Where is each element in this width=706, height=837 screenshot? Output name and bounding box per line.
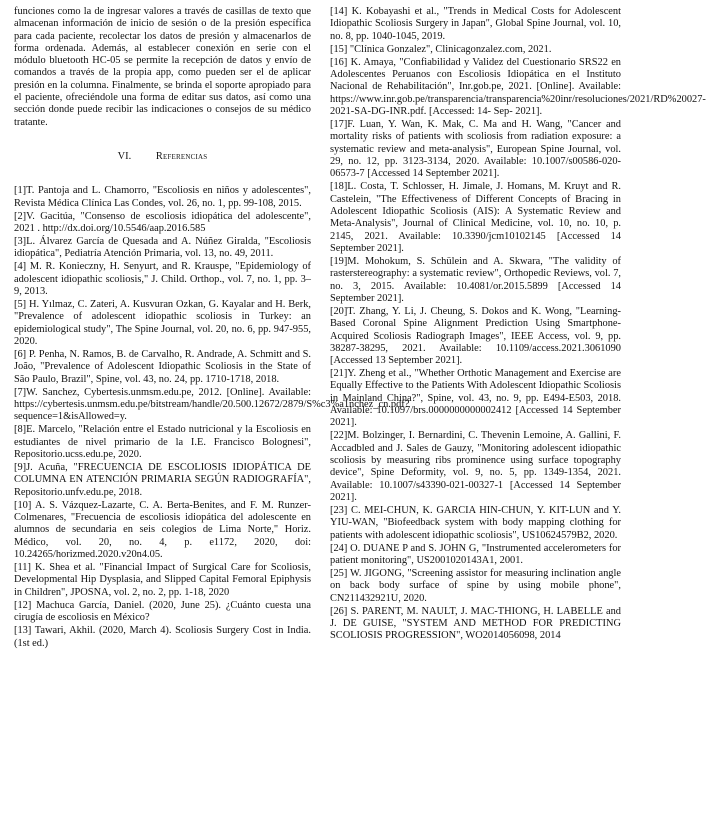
reference-item: [20]T. Zhang, Y. Li, J. Cheung, S. Dokos and K. Wong, "Learning-Based Coronal Spine Alignment Prediction Using Smartphone-Acquired Scoliosis Radiograph Images", IEEE Access, vol. 9, pp. 38287-38295, 2021. Available: 10.1109/access.2021.3061090 [Accessed 13 September 2021]. bbox=[330, 305, 621, 367]
reference-item: [9]J. Acuña, "FRECUENCIA DE ESCOLIOSIS IDIOPÁTICA DE COLUMNA EN ATENCIÓN PRIMARIA SEGÚN RADIOGRAFÍA", Repositorio.unfv.edu.pe, 2018. bbox=[14, 462, 311, 498]
reference-item: [18]L. Costa, T. Schlosser, H. Jimale, J. Homans, M. Kruyt and R. Castelein, "The Effectiveness of Different Concepts of Bracing in Adolescent Idiopathic Scoliosis (AIS): A Systematic Review and Meta-Analysis", Journal of Clinical Medicine, vol. 10, no. 10, p. 2145, 2021. Available: 10.3390/jcm10102145 [Accessed 14 September 2021]. bbox=[330, 181, 621, 254]
reference-item: [13] Tawari, Akhil. (2020, March 4). Scoliosis Surgery Cost in India. (1st ed.) bbox=[14, 625, 311, 649]
reference-item: [1]T. Pantoja and L. Chamorro, "Escoliosis en niños y adolescentes", Revista Médica Clínica Las Condes, vol. 26, no. 1, pp. 99-108, 2015. bbox=[14, 185, 311, 209]
reference-item: [4] M. R. Konieczny, H. Senyurt, and R. Krauspe, "Epidemiology of adolescent idiopathic scoliosis," J. Child. Orthop., vol. 7, no. 1, pp. 3–9, 2013. bbox=[14, 261, 311, 298]
left-column bbox=[14, 6, 410, 651]
reference-item: [19]M. Mohokum, S. Schülein and A. Skwara, "The validity of rasterstereography: a systematic review", Orthopedic Reviews, vol. 7, no. 3, 2015. Available: 10.4081/or.2015.5899 [Accessed 14 September 2021]. bbox=[330, 255, 621, 304]
reference-item: [22]M. Bolzinger, I. Bernardini, C. Thevenin Lemoine, A. Gallini, F. Accadbled and J. Sales de Gauzy, "Monitoring adolescent idiopathic scoliosis by measuring ribs prominence using surface topography device", Spine Deformity, vol. 9, no. 5, pp. 1349-1354, 2021. Available: 10.1007/s43390-021-00327-1 [Accessed 14 September 2021]. bbox=[330, 430, 621, 503]
reference-item: [16] K. Amaya, "Confiabilidad y Validez del Cuestionario SRS22 en Adolescentes Peruanos con Escoliosis Idiopática en el Instituto Nacional de Rehabilitación", Inr.gob.pe, 2021. [Online]. Available: https://www.inr.gob.pe/transparencia/transparencia%20inr/resoluciones/2021/RD%20027-2021-SA-DG-INR.pdf. [Accessed: 14- Sep- 2021]. bbox=[330, 56, 706, 117]
reference-item: [6] P. Penha, N. Ramos, B. de Carvalho, R. Andrade, A. Schmitt and S. João, "Prevalence of Adolescent Idiopathic Scoliosis in the State of São Paulo, Brazil", Spine, vol. 43, no. 24, pp. 1710-1718, 2018. bbox=[14, 349, 311, 385]
reference-item: [14] K. Kobayashi et al., "Trends in Medical Costs for Adolescent Idiopathic Scoliosis Surgery in Japan", Global Spine Journal, vol. 10, no. 8, pp. 1040-1045, 2019. bbox=[330, 6, 621, 42]
reference-item: [23] C. MEI-CHUN, K. GARCIA HIN-CHUN, Y. KIT-LUN and Y. YIU-WAN, "Biofeedback system with body mapping clothing for patients with adolescent idiopathic scoliosis", US10624579B2, 2020. bbox=[330, 505, 621, 541]
reference-item: [15] "Clínica Gonzalez", Clinicagonzalez.com, 2021. bbox=[330, 43, 552, 55]
reference-item: [21]Y. Zheng et al., "Whether Orthotic Management and Exercise are Equally Effective to the Patients With Adolescent Idiopathic Scoliosis in Mainland China?", Spine, vol. 43, no. 9, pp. E494-E503, 2018. Available: 10.1097/brs.0000000000002412 [Accessed 14 September 2021]. bbox=[330, 368, 621, 429]
reference-list-right bbox=[330, 6, 706, 643]
reference-item: [5] H. Yılmaz, C. Zateri, A. Kusvuran Ozkan, G. Kayalar and H. Berk, "Prevalence of adolescent idiopathic scoliosis in Turkey: an epidemiological study", The Spine Journal, vol. 20, no. 6, pp. 947-955, 2020. bbox=[14, 299, 311, 348]
reference-item: [25] W. JIGONG, "Screening assistor for measuring inclination angle on back body surface of spine by using mobile phone", CN211432921U, 2020. bbox=[330, 568, 621, 604]
reference-item: [7]W. Sanchez, Cybertesis.unmsm.edu.pe, 2012. [Online]. Available: https://cybertesis.unmsm.edu.pe/bitstream/handle/20.500.12672/2879/S%c3%a1nchez_cn.pdf?sequence=1&isAllowed=y. bbox=[14, 386, 410, 423]
reference-item: [26] S. PARENT, M. NAULT, J. MAC-THIONG, H. LABELLE and J. DE GUISE, "SYSTEM AND METHOD FOR PREDICTING SCOLIOSIS PROGRESSION", WO2014056098, 2014 bbox=[330, 605, 621, 642]
reference-item: [10] A. S. Vázquez-Lazarte, C. A. Berta-Benites, and F. M. Runzer-Colmenares, "Frecuencia de escoliosis idiopática del adolescente en alumnos de secundaria en seis colegios de Lima Norte," Horiz. Médico, vol. 20, no. 4, p. e1172, 2020, doi: 10.24265/horizmed.2020.v20n4.05. bbox=[14, 499, 311, 561]
reference-item: [24] O. DUANE P and S. JOHN G, "Instrumented accelerometers for patient monitoring", US2001020143A1, 2001. bbox=[330, 542, 621, 567]
reference-item: [3]L. Álvarez García de Quesada and A. Núñez Giralda, "Escoliosis idiopática", Pediatría Atención Primaria, vol. 13, no. 49, 2011. bbox=[14, 236, 311, 260]
reference-item: [11] K. Shea et al. "Financial Impact of Surgical Care for Scoliosis, Developmental Hip Dysplasia, and Slipped Capital Femoral Epiphysis in Children", JPOSNA, vol. 2, no. 2, pp. 1-18, 2020 bbox=[14, 562, 311, 598]
section-number: VI. bbox=[117, 150, 132, 162]
body-paragraph: funciones como la de ingresar valores a través de casillas de texto que almacenan información de inicio de sesión o de la presión específica para cada paciente, recolectar los datos de presión y almacenarlos de forma ordenada. Además, al establecer conexión en serie con el módulo bluetooth HC-05 se permite la recepción de datos y envío de comandos a través de la propia app, como pueden ser el de aplicar presión en la columna. Finalmente, se brinda el soporte apropiado para el paciente, ofreciéndole una forma de editar sus datos, así como una sección donde puede recibir las indicaciones o consejos de su médico tratante. bbox=[14, 6, 311, 128]
reference-item: [12] Machuca García, Daniel. (2020, June 25). ¿Cuánto cuesta una cirugía de escoliosis en México? bbox=[14, 599, 311, 624]
reference-item: [8]E. Marcelo, "Relación entre el Estado nutricional y la Escoliosis en estudiantes de nivel primario de la I.E. Francisco Bolognesi", Repositorio.ucss.edu.pe, 2020. bbox=[14, 424, 311, 461]
reference-list-left bbox=[14, 185, 410, 650]
section-title: Referencias bbox=[155, 150, 208, 162]
section-heading bbox=[14, 151, 311, 163]
reference-item: [17]F. Luan, Y. Wan, K. Mak, C. Ma and H. Wang, "Cancer and mortality risks of patients with scoliosis from radiation exposure: a systematic review and meta-analysis", European Spine Journal, vol. 29, no. 12, pp. 3123-3134, 2020. Available: 10.1007/s00586-020-06573-7 [Accessed 14 September 2021]. bbox=[330, 119, 621, 180]
reference-item: [2]V. Gacitúa, "Consenso de escoliosis idiopática del adolescente", 2021 . http://dx.doi.org/10.5546/aap.2016.585 bbox=[14, 210, 311, 234]
right-column bbox=[330, 6, 706, 644]
